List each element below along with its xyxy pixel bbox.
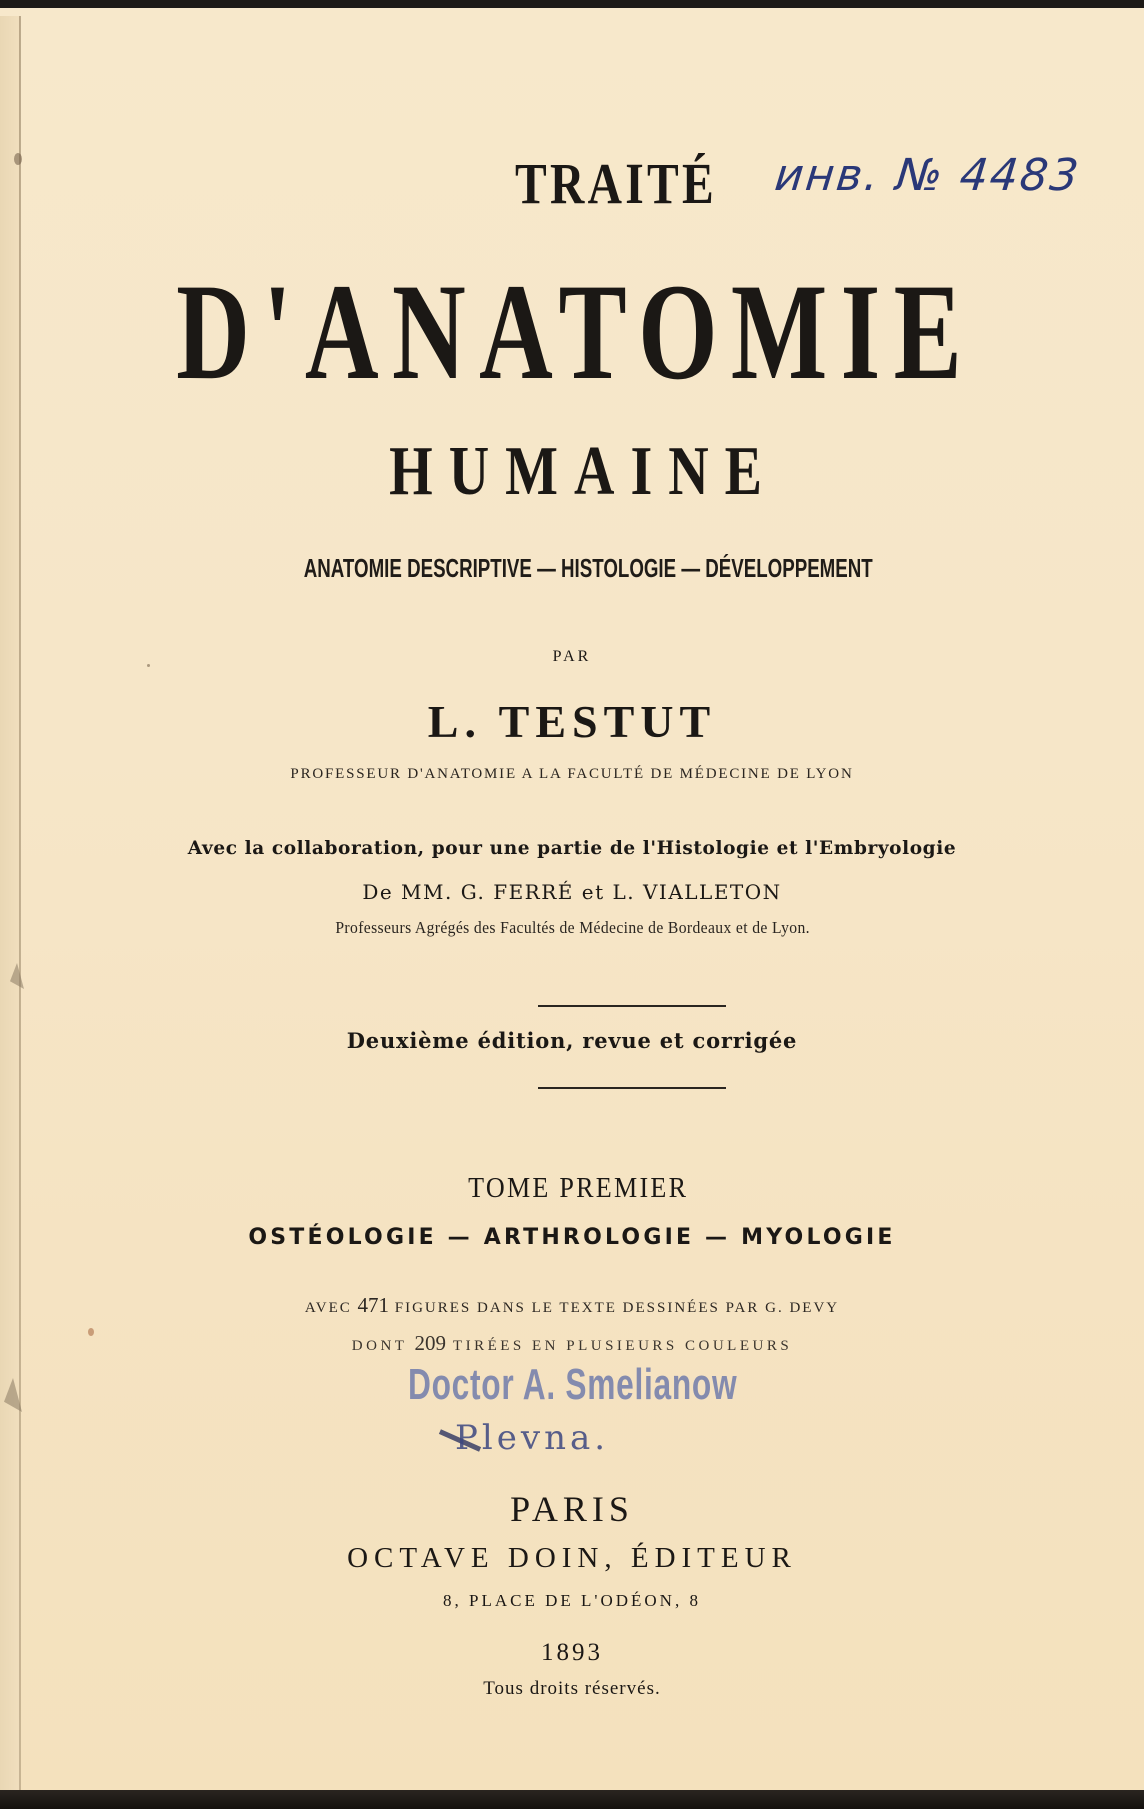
volume-subjects: OSTÉOLOGIE — ARTHROLOGIE — MYOLOGIE	[248, 1225, 896, 1250]
collaboration-line: Avec la collaboration, pour une partie de l'Histologie et l'Embryologie	[187, 838, 957, 859]
collaborators: De MM. G. FERRÉ et L. VIALLETON	[362, 880, 782, 904]
color-figures-prefix: DONT	[351, 1338, 408, 1354]
publisher-address: 8, PLACE DE L'ODÉON, 8	[443, 1591, 701, 1610]
divider-rule	[538, 1087, 726, 1089]
publisher-name: OCTAVE DOIN, ÉDITEUR	[347, 1542, 797, 1574]
divider-rule	[538, 1005, 726, 1007]
author-name: L. TESTUT	[427, 696, 717, 747]
color-figures-line	[0, 1331, 1144, 1356]
color-figures-suffix: TIRÉES EN PLUSIEURS COULEURS	[452, 1338, 793, 1354]
publication-year: 1893	[541, 1639, 603, 1666]
edition-line: Deuxième édition, revue et corrigée	[346, 1028, 798, 1053]
by-label: PAR	[552, 648, 592, 665]
title-heading-small	[515, 150, 761, 217]
sub-title: HUMAINE	[389, 433, 779, 510]
spine-margin	[0, 16, 20, 1802]
figures-count-line	[0, 1293, 1144, 1318]
main-title: D'ANATOMIE	[176, 255, 976, 408]
page-bottom-edge	[0, 1790, 1144, 1809]
handwritten-inventory-number: инв. № 4483	[772, 150, 1083, 201]
spine-fold-line	[19, 16, 21, 1802]
color-figures-count: 209	[414, 1331, 446, 1355]
author-title: PROFESSEUR D'ANATOMIE A LA FACULTÉ DE MÉDECINE DE LYON	[290, 766, 854, 782]
foxing-spot	[14, 153, 22, 165]
collaborators-title: Professeurs Agrégés des Facultés de Médecine de Bordeaux et de Lyon.	[335, 918, 810, 937]
rights-notice: Tous droits réservés.	[483, 1678, 661, 1699]
ownership-stamp-name: Doctor A. Smelianow	[408, 1360, 738, 1409]
traite-text: TRAITÉ	[515, 151, 718, 216]
publication-city: PARIS	[510, 1489, 634, 1529]
figures-prefix: AVEC	[304, 1300, 352, 1316]
figures-suffix: FIGURES DANS LE TEXTE DESSINÉES PAR G. DEVY	[394, 1300, 840, 1316]
disciplines-line: ANATOMIE DESCRIPTIVE — HISTOLOGIE — DÉVELOPPEMENT	[303, 553, 873, 583]
ownership-stamp-place: Plevna.	[455, 1418, 610, 1458]
volume-label: TOME PREMIER	[468, 1172, 689, 1204]
figures-count: 471	[357, 1293, 390, 1317]
